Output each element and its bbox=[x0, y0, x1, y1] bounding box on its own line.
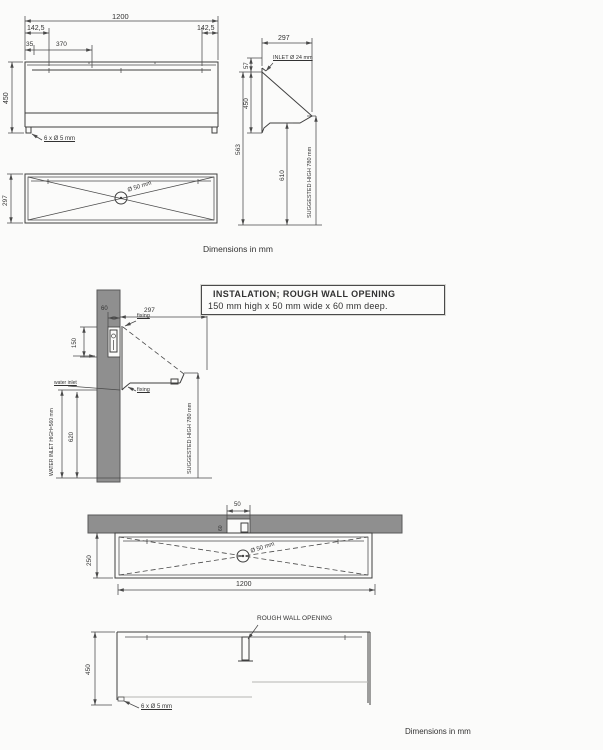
rough-wall-opening-label: ROUGH WALL OPENING bbox=[257, 615, 333, 622]
dim-offset-left: 142,5 bbox=[27, 25, 45, 32]
front-elevation-linework bbox=[8, 16, 218, 140]
fixing-top-label: fixing bbox=[137, 313, 150, 319]
dim-plan-depth: 297 bbox=[2, 195, 9, 206]
dim-section-depth: 297 bbox=[144, 307, 155, 314]
dim-563: 563 bbox=[235, 144, 242, 155]
dim-620: 620 bbox=[69, 431, 75, 442]
plan-view-linework bbox=[7, 174, 217, 223]
dim-side-height: 450 bbox=[243, 98, 250, 109]
drain-diameter-label-plan: Ø 50 mm bbox=[250, 541, 276, 555]
installation-note-box bbox=[201, 285, 445, 315]
dim-57: 57 bbox=[244, 62, 250, 69]
installation-title: INSTALATION; ROUGH WALL OPENING bbox=[213, 289, 396, 299]
holes-label-install: 6 x Ø 5 mm bbox=[141, 704, 173, 710]
dim-opening-depth-plan: 60 bbox=[218, 525, 224, 531]
suggested-height-label: SUGGESTED HIGH 780 mm bbox=[307, 146, 313, 218]
holes-label: 6 x Ø 5 mm bbox=[44, 136, 76, 142]
dim-offset-right: 142,5 bbox=[197, 25, 215, 32]
drain-diameter-label: Ø 50 mm bbox=[127, 180, 153, 194]
water-inlet-height-label: WATER INLET HIGH=560 mm bbox=[49, 408, 55, 476]
dim-install-width: 1200 bbox=[236, 581, 252, 588]
installation-subtitle: 150 mm high x 50 mm wide x 60 mm deep. bbox=[208, 301, 388, 311]
dim-projection: 250 bbox=[86, 555, 93, 566]
dim-side-depth: 297 bbox=[278, 35, 290, 42]
install-front-linework bbox=[91, 625, 370, 708]
dim-370: 370 bbox=[56, 41, 67, 48]
dim-opening-height: 150 bbox=[72, 337, 78, 348]
fixing-bottom-label: fixing bbox=[137, 387, 150, 393]
inlet-label: INLET Ø 24 mm bbox=[273, 55, 313, 61]
dim-total-width: 1200 bbox=[112, 12, 129, 21]
water-inlet-label: water inlet bbox=[54, 380, 77, 386]
dim-install-height: 450 bbox=[85, 664, 92, 675]
dim-610: 610 bbox=[279, 170, 286, 181]
dim-opening-width: 50 bbox=[234, 502, 241, 508]
dim-35: 35 bbox=[26, 41, 34, 48]
suggested-height-label-section: SUGGESTED HIGH 780 mm bbox=[187, 402, 193, 474]
dim-opening-depth: 60 bbox=[101, 306, 108, 312]
dim-front-height: 450 bbox=[3, 92, 10, 104]
dimensions-note-mid: Dimensions in mm bbox=[203, 244, 273, 254]
dimensions-note-bottom: Dimensions in mm bbox=[405, 727, 471, 736]
